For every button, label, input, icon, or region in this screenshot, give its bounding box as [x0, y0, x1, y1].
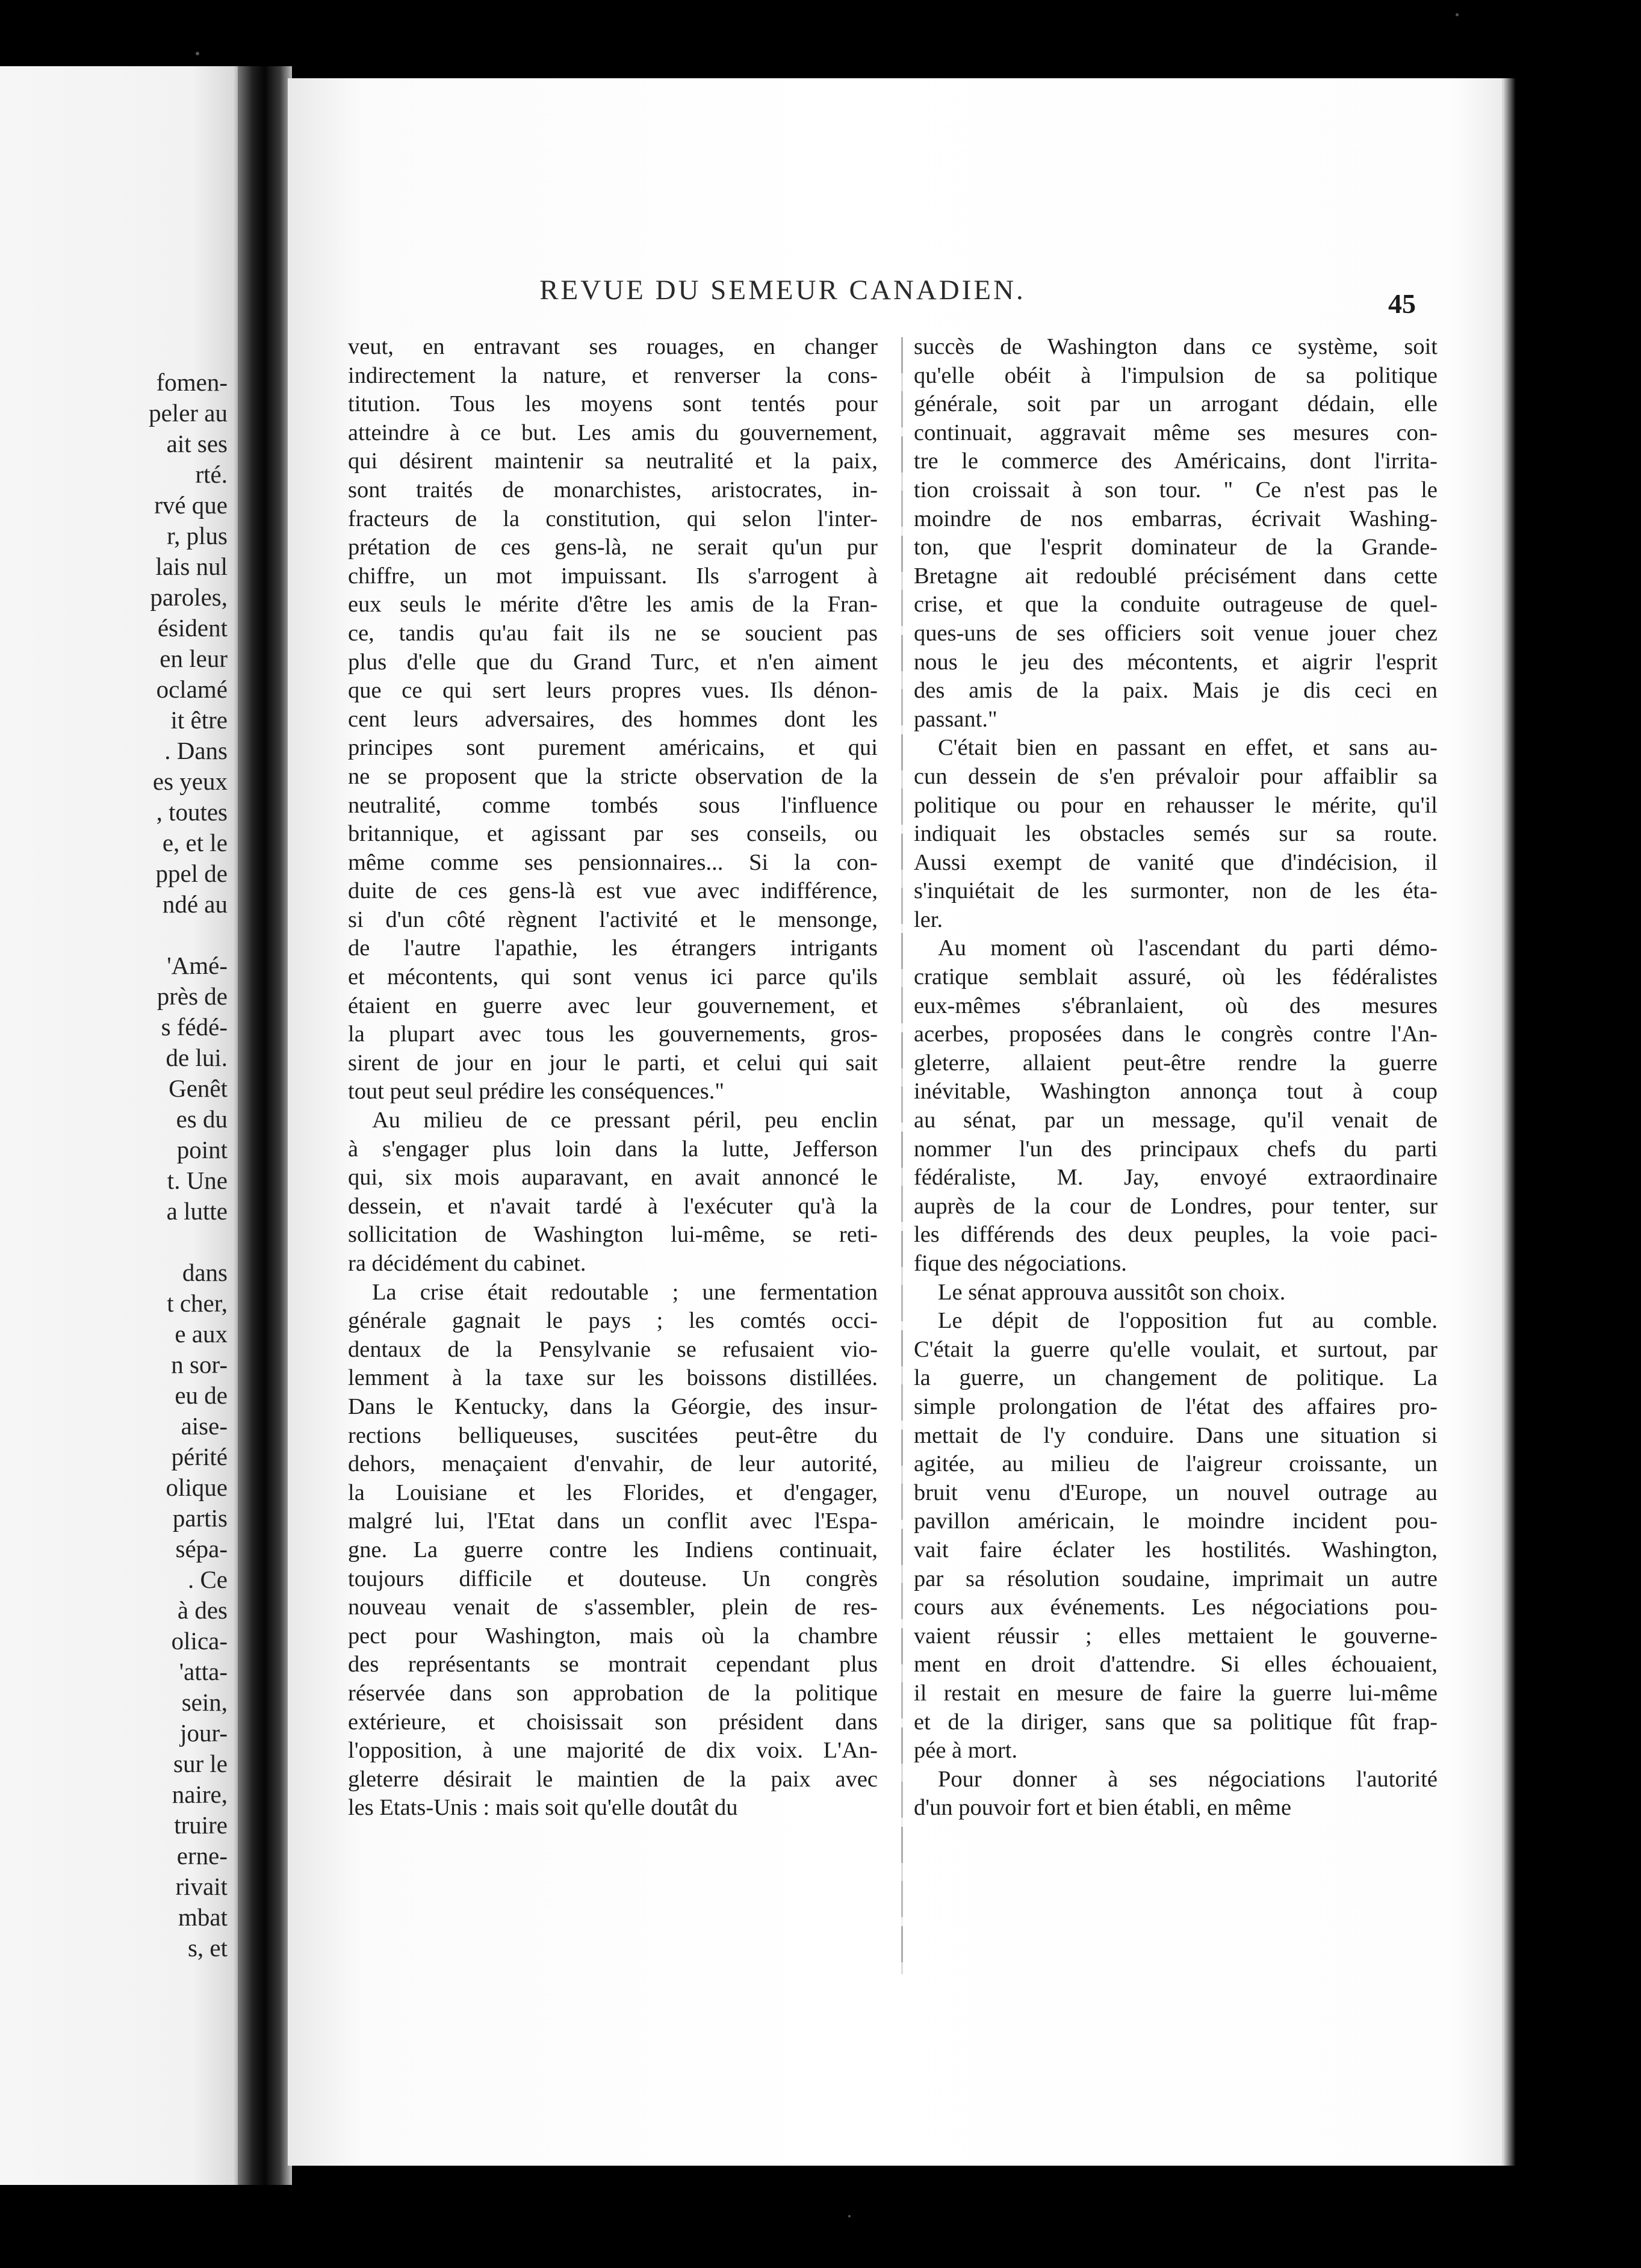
text-line-right: moindre de nos embarras, écrivait Washing-	[914, 506, 1438, 531]
left-page-line: mbat	[178, 1903, 228, 1931]
left-page-line: . Dans	[164, 737, 228, 764]
left-page-line: . Ce	[187, 1566, 228, 1593]
left-page-line: , toutes	[156, 798, 228, 826]
text-line-right: politique ou pour en rehausser le mérite, qu'il	[914, 792, 1438, 818]
text-line-right: agitée, au milieu de l'aigreur croissante, un	[914, 1451, 1438, 1477]
text-line-right: eux-mêmes s'ébranlaient, où des mesures	[914, 993, 1438, 1018]
text-line-left: pect pour Washington, mais où la chambre	[348, 1623, 878, 1649]
text-line-left: tout peut seul prédire les conséquences."	[348, 1079, 725, 1105]
text-line-right: pée à mort.	[914, 1738, 1018, 1764]
text-line-right: continuait, aggravait même ses mesures con-	[914, 420, 1438, 445]
text-line-left: étaient en guerre avec leur gouvernement, et	[348, 993, 878, 1018]
text-line-right: qu'elle obéit à l'impulsion de sa politique	[914, 362, 1438, 388]
text-line-left: extérieure, et choisissait son président dans	[348, 1709, 878, 1735]
left-page-line: sépa-	[175, 1535, 228, 1563]
left-page-line: it être	[170, 706, 228, 734]
page-number: 45	[1388, 288, 1416, 319]
text-line-right: Bretagne ait redoublé précisément dans cette	[914, 563, 1438, 589]
text-line-left: l'opposition, à une majorité de dix voix. L'An-	[348, 1738, 878, 1764]
text-line-left: et mécontents, qui sont venus ici parce qu'ils	[348, 964, 878, 990]
text-line-right: crise, et que la conduite outrageuse de quel-	[914, 592, 1438, 618]
text-line-left: Dans le Kentucky, dans la Géorgie, des insur-	[348, 1393, 878, 1419]
left-page-line: paroles,	[150, 583, 228, 611]
text-line-left: ra décidément du cabinet.	[348, 1251, 586, 1276]
left-page-line: partis	[172, 1504, 228, 1532]
text-line-left: eux seuls le mérite d'être les amis de la Fran-	[348, 592, 878, 618]
text-line-left: fracteurs de la constitution, qui selon l'inter-	[348, 506, 878, 531]
text-line-right: fique des négociations.	[914, 1251, 1127, 1276]
text-line-left: gleterre désirait le maintien de la paix avec	[348, 1766, 878, 1792]
ink-speck	[1456, 13, 1459, 16]
text-line-right: pavillon américain, le moindre incident pou-	[914, 1508, 1438, 1534]
left-page-line: truire	[174, 1811, 228, 1839]
text-line-left: la plupart avec tous les gouvernements, gros-	[348, 1021, 878, 1047]
page-edge	[1504, 78, 1516, 2166]
left-page-line	[47, 1227, 228, 1257]
text-line-right: des amis de la paix. Mais je dis ceci en	[914, 678, 1438, 704]
text-line-left: de l'autre l'apathie, les étrangers intrigants	[348, 935, 878, 961]
text-line-left: dehors, menaçaient d'envahir, de leur autorité,	[348, 1451, 878, 1477]
text-line-left: sollicitation de Washington lui-même, se reti-	[348, 1222, 878, 1248]
left-page-line: sur le	[173, 1750, 228, 1777]
left-page-line: olique	[166, 1473, 228, 1501]
left-page-line: ndé au	[162, 890, 228, 918]
text-line-right: Pour donner à ses négociations l'autorité	[938, 1766, 1438, 1792]
text-line-left: atteindre à ce but. Les amis du gouvernement,	[348, 420, 878, 445]
text-line-left: ce, tandis qu'au fait ils ne se soucient pas	[348, 620, 878, 646]
text-line-left: dentaux de la Pensylvanie se refusaient vio-	[348, 1336, 878, 1362]
text-line-right: cratique semblait assuré, où les fédéralistes	[914, 964, 1438, 990]
text-line-right: ques-uns de ses officiers soit venue jouer chez	[914, 620, 1438, 646]
text-line-left: chiffre, un mot impuissant. Ils s'arrogent à	[348, 563, 878, 589]
left-page-line: erne-	[176, 1842, 228, 1870]
left-page-line: 'Amé-	[167, 952, 228, 979]
text-line-left: si d'un côté règnent l'activité et le mensonge,	[348, 906, 878, 932]
text-line-left: même comme ses pensionnaires... Si la con-	[348, 849, 878, 875]
left-page-line: a lutte	[166, 1197, 228, 1225]
text-line-left: toujours difficile et douteuse. Un congrès	[348, 1566, 878, 1591]
left-page-line: rivait	[175, 1873, 228, 1900]
text-line-right: indiquait les obstacles semés sur sa route.	[914, 821, 1438, 847]
left-page-fragment	[0, 66, 241, 2185]
text-line-right: et de la diriger, sans que sa politique fût frap-	[914, 1709, 1438, 1735]
text-line-left: à s'engager plus loin dans la lutte, Jefferson	[348, 1136, 878, 1162]
text-line-right: succès de Washington dans ce système, soit	[914, 334, 1438, 359]
text-line-right: s'inquiétait de les surmonter, non de les éta-	[914, 878, 1438, 904]
left-page-line: peler au	[149, 399, 228, 427]
text-line-left: nouveau venait de s'assembler, plein de res-	[348, 1594, 878, 1620]
text-line-right: mettait de l'y conduire. Dans une situation si	[914, 1422, 1438, 1448]
text-line-right: Au moment où l'ascendant du parti démo-	[938, 935, 1438, 961]
left-page-line: rvé que	[154, 491, 228, 519]
text-line-left: réservée dans son approbation de la politique	[348, 1680, 878, 1706]
text-line-right: acerbes, proposées dans le congrès contre l'An-	[914, 1021, 1438, 1047]
text-line-right: vait faire éclater les hostilités. Washington,	[914, 1537, 1438, 1563]
text-line-right: Aussi exempt de vanité que d'indécision, il	[914, 849, 1438, 875]
left-page-line: t. Une	[167, 1167, 228, 1194]
text-line-right: C'était la guerre qu'elle voulait, et surtout, par	[914, 1336, 1438, 1362]
text-line-right: d'un pouvoir fort et bien établi, en même	[914, 1795, 1292, 1821]
text-line-left: veut, en entravant ses rouages, en changer	[348, 334, 878, 359]
text-line-right: gleterre, allaient peut-être rendre la guerre	[914, 1050, 1438, 1076]
text-line-right: inévitable, Washington annonça tout à coup	[914, 1079, 1438, 1105]
left-page-line: aise-	[181, 1412, 228, 1440]
text-line-left: la Louisiane et les Florides, et d'engager,	[348, 1479, 878, 1505]
text-line-right: passant."	[914, 706, 997, 732]
left-page-line: jour-	[180, 1719, 228, 1747]
text-line-right: tion croissait à son tour. " Ce n'est pas le	[914, 477, 1438, 503]
text-line-left: neutralité, comme tombés sous l'influence	[348, 792, 878, 818]
text-line-right: cours aux événements. Les négociations pou-	[914, 1594, 1438, 1620]
text-line-left: principes sont purement américains, et qui	[348, 735, 878, 761]
text-line-right: simple prolongation de l'état des affaires pro-	[914, 1393, 1438, 1419]
text-line-right: par sa résolution soudaine, imprimait un autre	[914, 1566, 1438, 1591]
text-line-left: indirectement la nature, et renverser la cons-	[348, 362, 878, 388]
left-page-line: r, plus	[167, 522, 228, 550]
left-page-line: oclamé	[156, 675, 228, 703]
ink-speck	[848, 2215, 851, 2217]
left-page-line: t cher,	[167, 1289, 228, 1317]
text-line-left: Au milieu de ce pressant péril, peu enclin	[372, 1108, 878, 1133]
text-line-right: ler.	[914, 906, 943, 932]
left-page-line: sein,	[181, 1688, 228, 1716]
text-line-left: titution. Tous les moyens sont tentés pour	[348, 391, 878, 417]
text-line-right: au sénat, par un message, qu'il venait de	[914, 1108, 1438, 1133]
running-head: REVUE DU SEMEUR CANADIEN.	[539, 274, 1026, 306]
left-page-line: fomen-	[156, 368, 228, 396]
text-line-left: gne. La guerre contre les Indiens continuait,	[348, 1537, 878, 1563]
text-line-left: britannique, et agissant par ses conseils, ou	[348, 821, 878, 847]
left-page-line: olica-	[171, 1627, 228, 1655]
text-line-left: les Etats-Unis : mais soit qu'elle doutât du	[348, 1795, 738, 1821]
left-page-line: Genêt	[169, 1074, 228, 1102]
left-page-line: périté	[171, 1443, 228, 1470]
text-line-left: duite de ces gens-là est vue avec indifférence,	[348, 878, 878, 904]
left-page-line: eu de	[175, 1381, 228, 1409]
text-line-right: fédéraliste, M. Jay, envoyé extraordinaire	[914, 1165, 1438, 1191]
left-page-line	[47, 920, 228, 950]
text-line-right: cun dessein de s'en prévaloir pour affaiblir sa	[914, 763, 1438, 789]
left-page-text	[47, 367, 228, 1963]
text-line-right: vaient réussir ; elles mettaient le gouverne-	[914, 1623, 1438, 1649]
text-line-left: générale gagnait le pays ; les comtés occi-	[348, 1308, 878, 1334]
text-line-right: nommer l'un des principaux chefs du parti	[914, 1136, 1438, 1162]
text-line-left: cent leurs adversaires, des hommes dont les	[348, 706, 878, 732]
left-page-line: ait ses	[166, 430, 228, 457]
left-page-line: e, et le	[162, 829, 228, 857]
left-page-line: de lui.	[166, 1044, 228, 1071]
text-line-right: Le dépit de l'opposition fut au comble.	[938, 1308, 1438, 1334]
left-page-line: s, et	[187, 1934, 228, 1962]
text-line-right: Le sénat approuva aussitôt son choix.	[938, 1279, 1286, 1305]
text-line-left: rections belliqueuses, suscitées peut-être du	[348, 1422, 878, 1448]
text-line-left: qui, six mois auparavant, en avait annoncé le	[348, 1165, 878, 1191]
left-page-line: à des	[177, 1596, 228, 1624]
column-divider	[901, 337, 903, 1974]
left-page-line: lais nul	[155, 553, 228, 580]
left-page-line: ésident	[157, 614, 228, 642]
text-line-right: la guerre, un changement de politique. La	[914, 1365, 1438, 1391]
text-line-right: il restait en mesure de faire la guerre lui-même	[914, 1680, 1438, 1706]
left-page-line: près de	[157, 982, 228, 1010]
left-page-line: point	[176, 1136, 228, 1163]
text-line-right: tre le commerce des Américains, dont l'irrita-	[914, 448, 1438, 474]
left-page-line: dans	[182, 1259, 228, 1286]
text-line-left: sirent de jour en jour le parti, et celui qui sait	[348, 1050, 878, 1076]
text-line-left: plus d'elle que du Grand Turc, et n'en aiment	[348, 649, 878, 675]
left-page-line: es du	[176, 1105, 228, 1133]
left-page-line: s fédé-	[161, 1013, 228, 1041]
ink-speck	[196, 52, 199, 55]
text-line-left: dessein, et n'avait tardé à l'exécuter qu'à la	[348, 1193, 878, 1219]
text-line-right: ton, que l'esprit dominateur de la Grande-	[914, 534, 1438, 560]
text-line-right: bruit venu d'Europe, un nouvel outrage au	[914, 1479, 1438, 1505]
text-line-left: prétation de ces gens-là, ne serait qu'un pur	[348, 534, 878, 560]
text-column-right	[914, 333, 1438, 1823]
text-line-left: malgré lui, l'Etat dans un conflit avec l'Espa-	[348, 1508, 878, 1534]
text-line-right: ment en droit d'attendre. Si elles échouaient,	[914, 1652, 1438, 1678]
left-page-line: es yeux	[152, 767, 228, 795]
left-page-line: ppel de	[155, 860, 228, 887]
text-line-left: lemment à la taxe sur les boissons distillées.	[348, 1365, 878, 1391]
left-page-line: 'atta-	[179, 1658, 228, 1685]
text-line-right: les différends des deux peuples, la voie paci-	[914, 1222, 1438, 1248]
left-page-line: en leur	[160, 645, 228, 672]
text-line-left: des représentants se montrait cependant plus	[348, 1652, 878, 1678]
left-page-line: n sor-	[171, 1351, 228, 1378]
text-line-right: auprès de la cour de Londres, pour tenter, sur	[914, 1193, 1438, 1219]
text-line-left: sont traités de monarchistes, aristocrates, in-	[348, 477, 878, 503]
text-column-left	[348, 333, 878, 1823]
text-line-right: générale, soit par un arrogant dédain, elle	[914, 391, 1438, 417]
left-page-line: rté.	[195, 460, 228, 488]
book-spine-shadow	[238, 66, 292, 2185]
text-line-right: nous le jeu des mécontents, et aigrir l'esprit	[914, 649, 1438, 675]
left-page-line: naire,	[172, 1780, 228, 1808]
text-line-left: qui désirent maintenir sa neutralité et la paix,	[348, 448, 878, 474]
text-line-right: C'était bien en passant en effet, et sans au-	[938, 735, 1438, 761]
text-line-left: La crise était redoutable ; une fermentation	[372, 1279, 878, 1305]
text-line-left: ne se proposent que la stricte observation de la	[348, 763, 878, 789]
left-page-line: e aux	[175, 1320, 228, 1348]
text-line-left: que ce qui sert leurs propres vues. Ils dénon-	[348, 678, 878, 704]
